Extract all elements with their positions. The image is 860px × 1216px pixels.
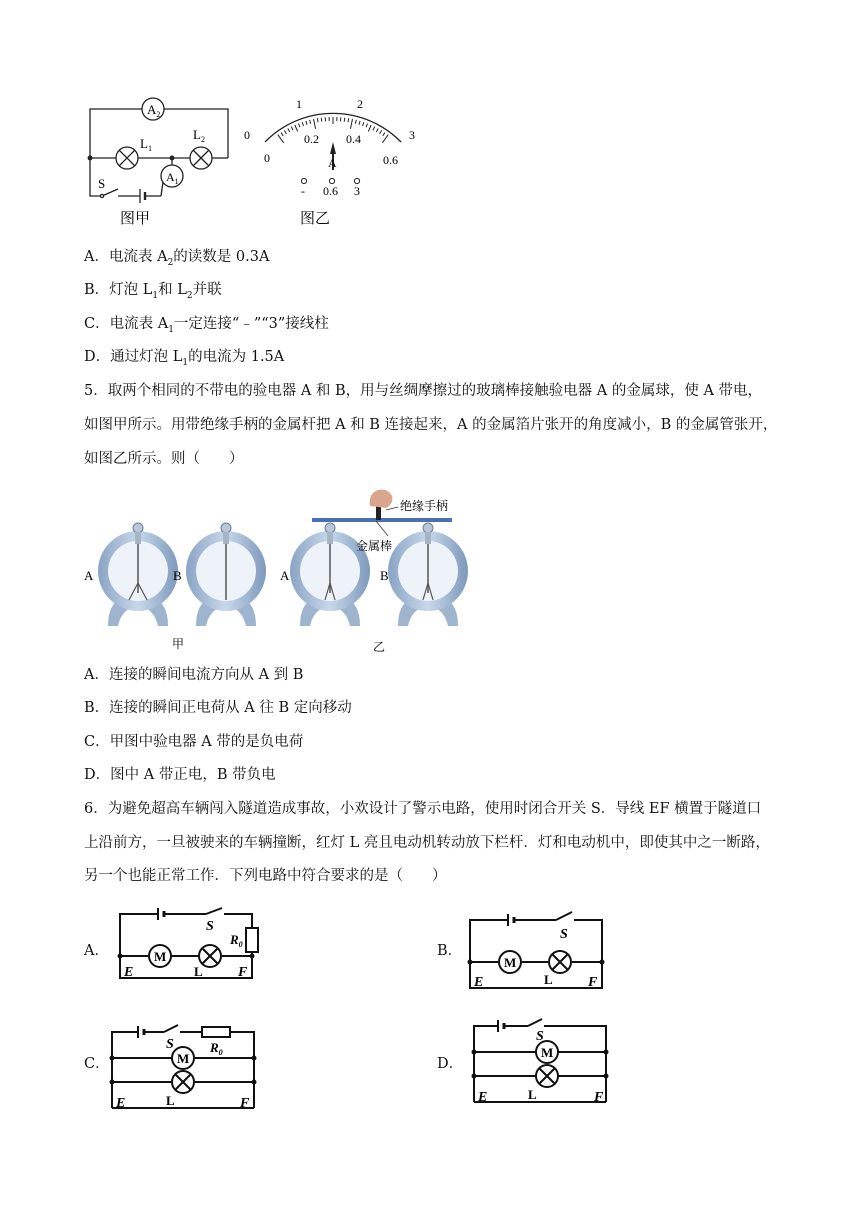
dial-tick [284, 130, 286, 133]
scale-top-3: 3 [409, 128, 415, 142]
dial-tick [291, 127, 293, 131]
q6-stem-line1: 6．为避免超高车辆闯入隧道造成事故，小欢设计了警示电路，使用时闭合开关 S．导线 EF 横置于隧道口 [84, 801, 762, 817]
caption-jia-5: 甲 [172, 637, 185, 651]
circuit-b [462, 906, 612, 996]
q4-figure [78, 92, 428, 232]
meter-unit: A [328, 156, 337, 170]
terminal-3: 3 [354, 184, 360, 198]
scale-top-1: 1 [296, 97, 302, 111]
motor-label: M [504, 955, 517, 970]
switch-s-label: S [560, 927, 568, 942]
scale-bottom-0: 0 [264, 151, 270, 165]
terminal-minus: - [301, 184, 305, 198]
insulating-handle [376, 506, 381, 520]
circuit-c [104, 1020, 264, 1112]
q4-option-c: C．电流表 $A_1$一定连接“﹣”“3”接线柱 [84, 316, 329, 335]
caption-yi-5: 乙 [373, 640, 386, 654]
switch-s-label: S [206, 919, 214, 934]
f-label: F [240, 1096, 250, 1111]
rod-label: 金属棒 [356, 539, 393, 553]
dial-tick [376, 128, 378, 132]
q5-option-c: C．甲图中验电器 A 带的是负电荷 [84, 734, 304, 750]
lamp-l-label: L [544, 972, 553, 987]
e-label: E [474, 975, 484, 990]
q6-stem-line2: 上沿前方，一旦被驶来的车辆撞断，红灯 L 亮且电动机转动放下栏杆．灯和电动机中，即使其中之一断路， [84, 835, 770, 851]
dial-tick [348, 118, 349, 122]
dial-tick [373, 127, 375, 131]
label-b-jia: B [173, 568, 182, 583]
q6-option-c-label: C． [84, 1056, 110, 1072]
motor-label: M [177, 1051, 190, 1066]
scale-bottom-02: 0.2 [304, 132, 319, 146]
q5-stem-line2: 如图甲所示。用带绝缘手柄的金属杆把 A 和 B 连接起来，A 的金属箔片张开的角度减小，B 的金属管张开， [84, 417, 778, 433]
scale-bottom-06: 0.6 [383, 153, 398, 167]
metal-rod [312, 518, 452, 522]
dial-tick [350, 119, 352, 129]
meter-terminals [301, 178, 359, 183]
label-b-yi: B [380, 568, 389, 583]
dial-tick [281, 132, 283, 135]
lamp-l-label: L [194, 964, 203, 979]
label-a-yi: A [280, 568, 290, 583]
q5-option-b: B．连接的瞬间正电荷从 A 往 B 定向移动 [84, 700, 352, 716]
dial-tick [380, 130, 382, 133]
caption-yi: 图乙 [300, 211, 331, 227]
dial-tick [306, 121, 307, 125]
dial-tick [317, 118, 318, 122]
l1-label: $L_1$ [140, 136, 152, 153]
electroscope-b-yi [388, 523, 468, 626]
q5-figure [80, 488, 480, 656]
motor-label: M [541, 1045, 554, 1060]
f-label: F [238, 965, 248, 980]
dial-tick [302, 122, 303, 126]
a2-label: $A_2$ [147, 102, 161, 119]
caption-jia: 图甲 [120, 211, 151, 227]
dial-tick [310, 120, 311, 124]
label-a-jia: A [84, 568, 94, 583]
dial-tick [355, 120, 356, 124]
q5-option-a: A．连接的瞬间电流方向从 A 到 B [84, 667, 304, 683]
q5-stem-line1: 5．取两个相同的不带电的验电器 A 和 B，用与丝绸摩擦过的玻璃棒接触验电器 A 的金属球，使 A 带电， [84, 383, 763, 399]
scale-top-0: 0 [244, 128, 250, 142]
q4-option-a: A．电流表 $A_2$的读数是 0.3A [84, 249, 270, 268]
motor-label: M [154, 949, 167, 964]
e-label: E [478, 1090, 488, 1105]
scale-top-2: 2 [357, 97, 363, 111]
electroscope-a-jia [98, 523, 178, 626]
dial-tick [288, 128, 290, 132]
hand-icon [370, 490, 393, 508]
a1-label: $A_1$ [166, 170, 179, 186]
q6-stem-line3: 另一个也能正常工作．下列电路中符合要求的是（ ） [84, 868, 447, 884]
q6-option-d-label: D． [437, 1056, 464, 1072]
circuit-a [112, 906, 262, 990]
dial-tick [366, 124, 367, 128]
switch-label: S [98, 176, 106, 191]
f-label: F [594, 1090, 604, 1105]
circuit-d [466, 1016, 616, 1106]
switch-s-label: S [166, 1037, 174, 1052]
electroscope-b-jia [186, 523, 266, 626]
switch-s-label: S [536, 1029, 544, 1044]
handle-label: 绝缘手柄 [400, 499, 449, 513]
q4-option-b: B．灯泡 $L_1$和 $L_2$并联 [84, 282, 222, 301]
f-label: F [588, 975, 598, 990]
q5-option-d: D．图中 A 带正电，B 带负电 [84, 767, 276, 783]
lamp-l-label: L [528, 1087, 537, 1102]
r0-label: $R_0$ [230, 932, 243, 949]
e-label: E [124, 965, 134, 980]
lamp-l-label: L [166, 1093, 175, 1108]
r0-label: $R_0$ [210, 1040, 223, 1057]
dial-tick [359, 121, 360, 125]
dial-tick [368, 125, 371, 131]
dial-tick [298, 124, 299, 128]
scale-bottom-04: 0.4 [346, 132, 361, 146]
l2-label: $L_2$ [193, 127, 205, 144]
q6-option-a-label: A． [84, 943, 109, 959]
dial-tick [383, 132, 385, 135]
dial-tick [314, 119, 316, 129]
dial-tick [295, 125, 298, 131]
dial-tick [363, 122, 364, 126]
e-label: E [116, 1096, 126, 1111]
q6-option-b-label: B． [437, 943, 463, 959]
terminal-06: 0.6 [323, 184, 338, 198]
q4-option-d: D．通过灯泡 $L_1$的电流为 1.5A [84, 349, 285, 368]
q5-stem-line3: 如图乙所示。则（ ） [84, 451, 244, 467]
